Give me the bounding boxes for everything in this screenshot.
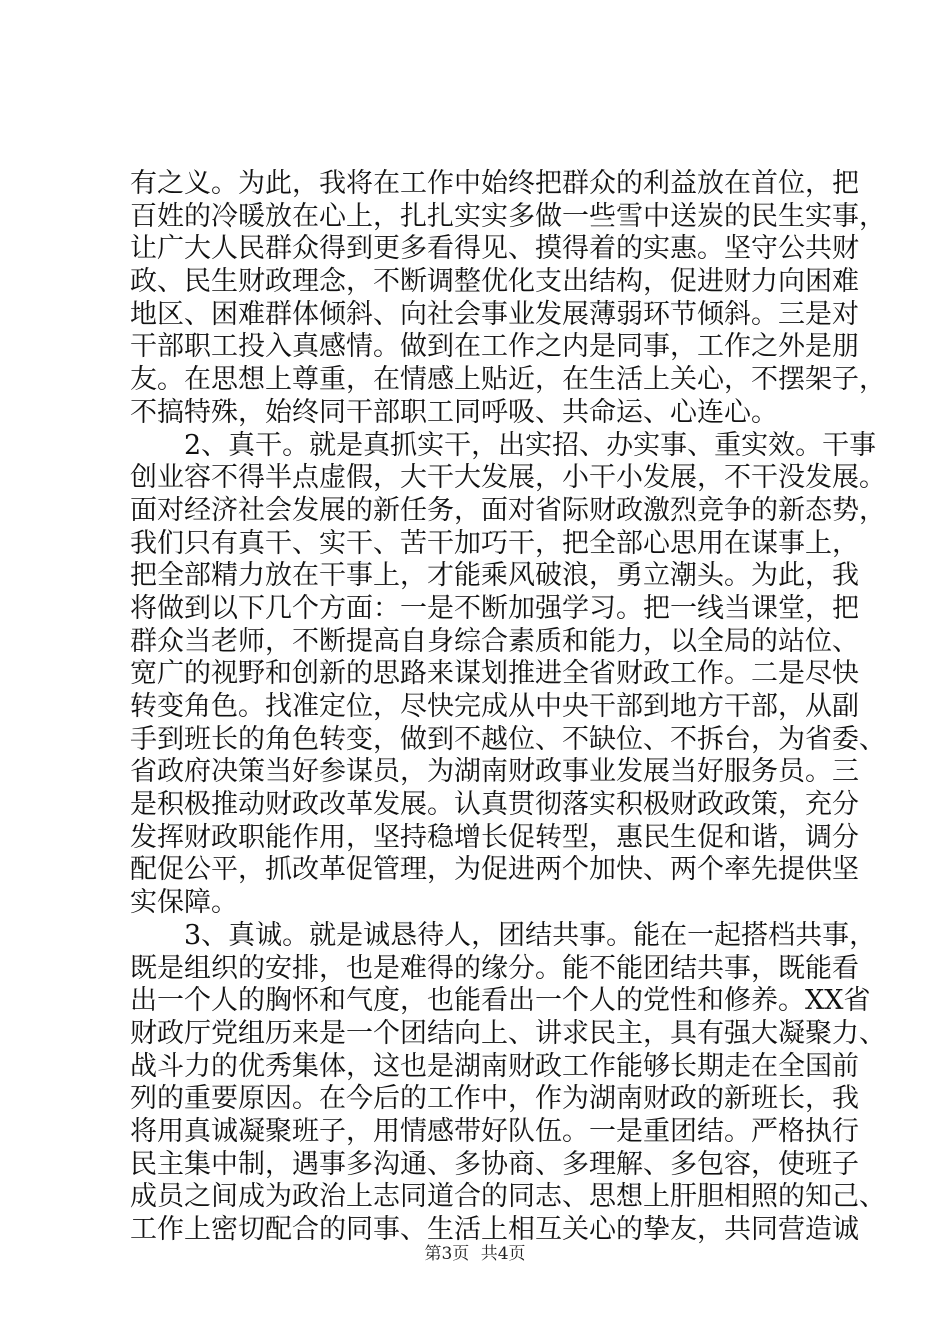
text-line: 百姓的冷暖放在心上，扎扎实实多做一些雪中送炭的民生实事， — [130, 200, 886, 232]
text-line: 群众当老师，不断提高自身综合素质和能力，以全局的站位、 — [130, 625, 859, 657]
text-line: 干部职工投入真感情。做到在工作之内是同事，工作之外是朋 — [130, 331, 859, 363]
text-line: 把全部精力放在干事上，才能乘风破浪，勇立潮头。为此，我 — [130, 560, 859, 592]
text-line: 2、真干。就是真抓实干，出实招、办实事、重实效。干事 — [184, 429, 877, 461]
text-line: 出一个人的胸怀和气度，也能看出一个人的党性和修养。XX省 — [130, 985, 871, 1017]
text-line: 成员之间成为政治上志同道合的同志、思想上肝胆相照的知己、 — [130, 1181, 886, 1213]
page-footer — [0, 1239, 950, 1264]
text-line: 政、民生财政理念，不断调整优化支出结构，促进财力向困难 — [130, 266, 859, 298]
text-line: 省政府决策当好参谋员，为湖南财政事业发展当好服务员。三 — [130, 756, 859, 788]
text-line: 实保障。 — [130, 887, 238, 919]
text-line: 我们只有真干、实干、苦干加巧干，把全部心思用在谋事上， — [130, 527, 859, 559]
page-number: 第3页 — [424, 1244, 470, 1264]
text-line: 既是组织的安排，也是难得的缘分。能不能团结共事，既能看 — [130, 952, 859, 984]
text-line: 手到班长的角色转变，做到不越位、不缺位、不拆台，为省委、 — [130, 723, 886, 755]
text-line: 将用真诚凝聚班子，用情感带好队伍。一是重团结。严格执行 — [130, 1115, 859, 1147]
page-total: 共4页 — [480, 1244, 526, 1264]
text-line: 友。在思想上尊重，在情感上贴近，在生活上关心，不摆架子， — [130, 364, 886, 396]
text-line: 是积极推动财政改革发展。认真贯彻落实积极财政政策，充分 — [130, 789, 859, 821]
text-line: 工作上密切配合的同事、生活上相互关心的挚友，共同营造诚 — [130, 1214, 859, 1245]
text-line: 让广大人民群众得到更多看得见、摸得着的实惠。坚守公共财 — [130, 233, 859, 265]
text-line: 战斗力的优秀集体，这也是湖南财政工作能够长期走在全国前 — [130, 1050, 859, 1082]
text-line: 3、真诚。就是诚恳待人，团结共事。能在一起搭档共事， — [184, 919, 877, 951]
text-line: 面对经济社会发展的新任务，面对省际财政激烈竞争的新态势， — [130, 494, 886, 526]
body-text — [130, 168, 886, 1247]
text-line: 宽广的视野和创新的思路来谋划推进全省财政工作。二是尽快 — [130, 658, 859, 690]
text-line: 创业容不得半点虚假，大干大发展，小干小发展，不干没发展。 — [130, 462, 886, 494]
text-line: 发挥财政职能作用，坚持稳增长促转型，惠民生促和谐，调分 — [130, 821, 859, 853]
text-line: 将做到以下几个方面：一是不断加强学习。把一线当课堂，把 — [130, 592, 859, 624]
text-line: 列的重要原因。在今后的工作中，作为湖南财政的新班长，我 — [130, 1083, 859, 1115]
text-line: 转变角色。找准定位，尽快完成从中央干部到地方干部，从副 — [130, 691, 859, 722]
text-line: 地区、困难群体倾斜、向社会事业发展薄弱环节倾斜。三是对 — [130, 298, 859, 330]
text-line: 财政厅党组历来是一个团结向上、讲求民主，具有强大凝聚力、 — [130, 1017, 886, 1049]
text-line: 配促公平，抓改革促管理，为促进两个加快、两个率先提供坚 — [130, 854, 859, 886]
text-line: 民主集中制，遇事多沟通、多协商、多理解、多包容，使班子 — [130, 1148, 859, 1180]
text-line: 不搞特殊，始终同干部职工同呼吸、共命运、心连心。 — [130, 396, 778, 428]
text-line: 有之义。为此，我将在工作中始终把群众的利益放在首位，把 — [130, 168, 859, 199]
